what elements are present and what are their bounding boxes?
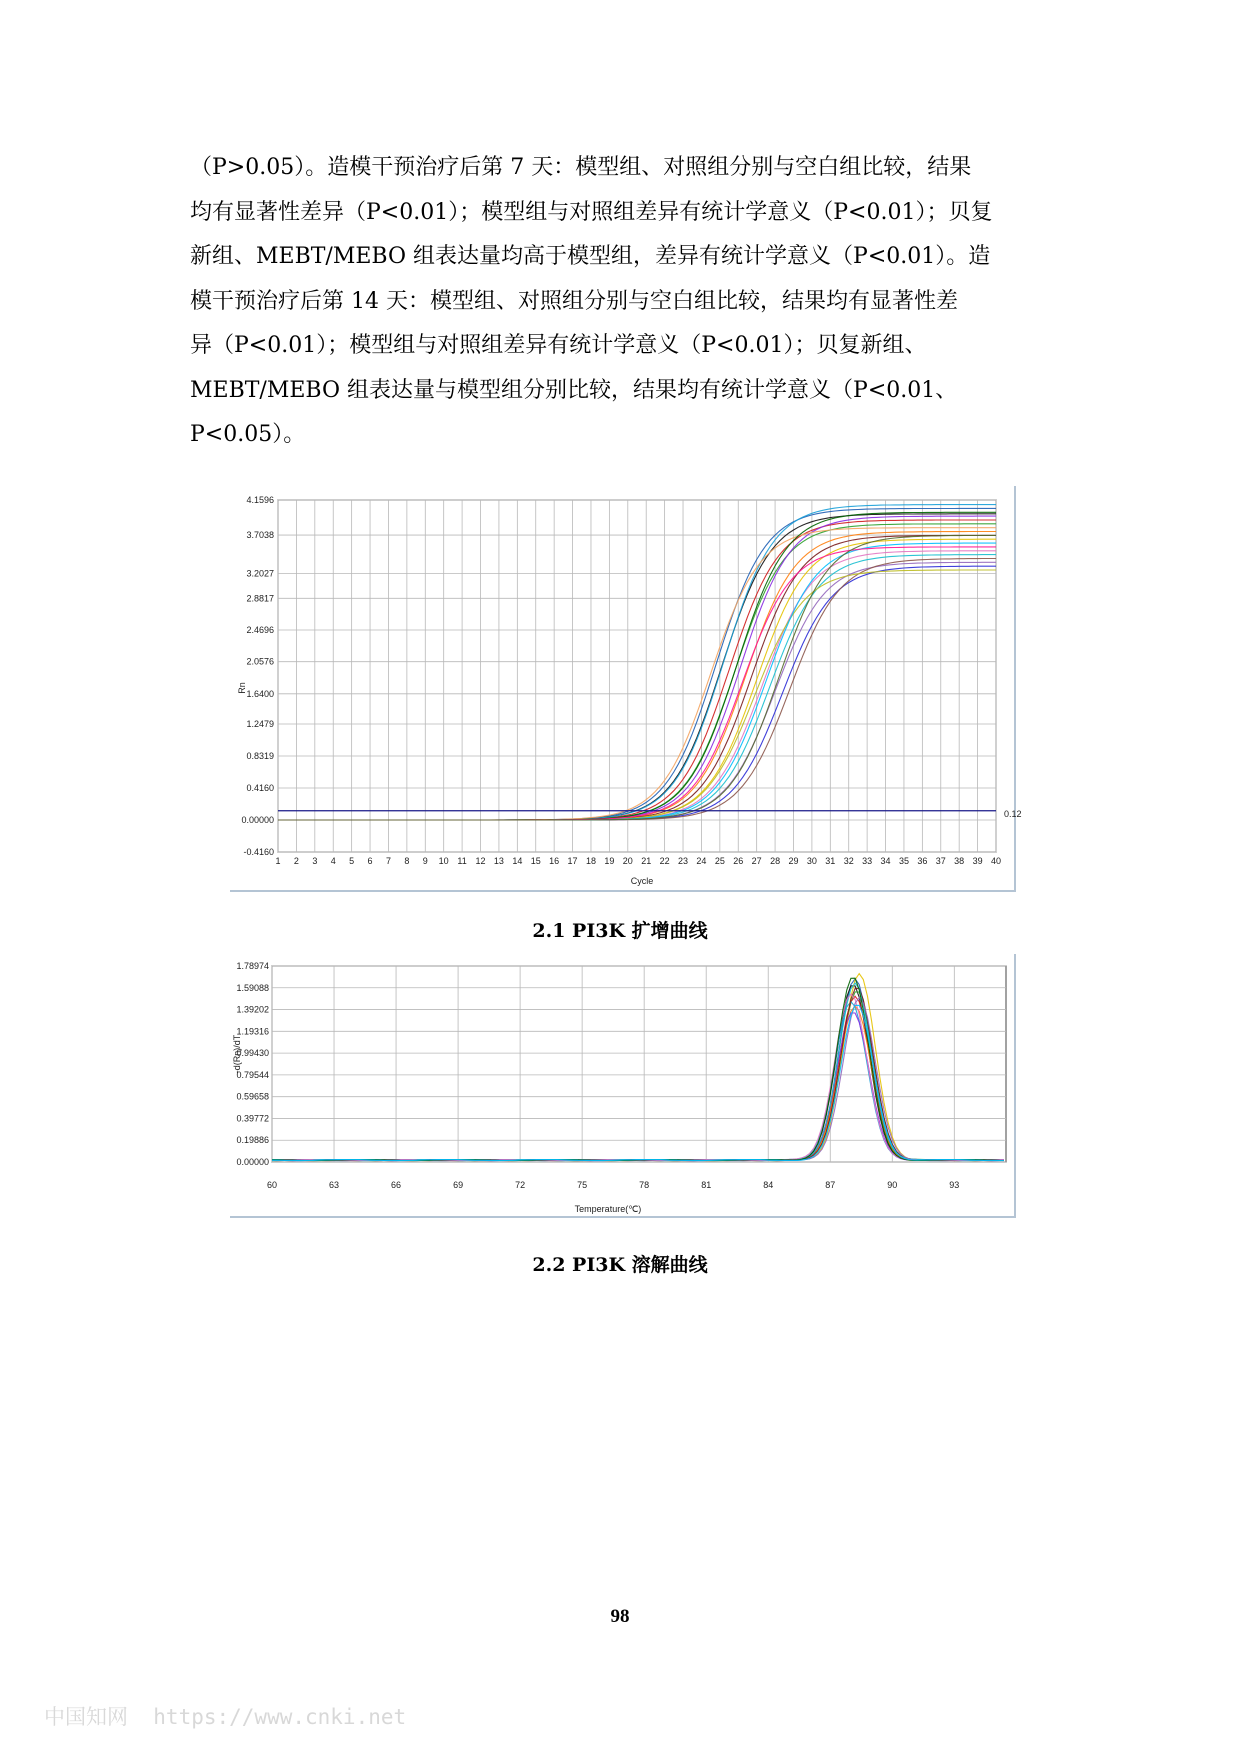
x-tick-label: 31 — [825, 856, 836, 866]
y-tick-label: 2.8817 — [246, 593, 274, 604]
y-tick-label: 0.00000 — [236, 1157, 269, 1167]
x-tick-label: 25 — [714, 856, 725, 866]
y-tick-label: 0.99430 — [236, 1048, 269, 1059]
y-tick-label: 0.00000 — [241, 814, 274, 825]
body-paragraph — [190, 146, 1056, 458]
paragraph-line: P<0.05）。 — [190, 422, 306, 447]
x-tick-label: 8 — [404, 856, 410, 866]
x-tick-label: 66 — [391, 1180, 402, 1190]
y-tick-label: 0.4160 — [246, 782, 274, 793]
x-tick-label: 24 — [696, 856, 707, 866]
y-tick-label: 0.79544 — [236, 1069, 269, 1080]
x-tick-label: 39 — [972, 856, 983, 866]
paragraph-line: 新组、MEBT/MEBO 组表达量均高于模型组，差异有统计学意义（P<0.01）。造 — [190, 244, 991, 269]
melt-x-label: Temperature(℃) — [574, 1204, 642, 1214]
y-tick-label: 0.19886 — [236, 1135, 269, 1146]
x-tick-label: 84 — [763, 1180, 774, 1190]
threshold-label: 0.12 — [1004, 809, 1022, 819]
y-tick-label: 1.2479 — [246, 718, 274, 729]
y-tick-label: 3.2027 — [246, 568, 274, 579]
x-tick-label: 60 — [266, 1180, 278, 1190]
x-tick-label: 14 — [512, 856, 523, 866]
x-tick-label: 22 — [659, 856, 670, 866]
x-tick-label: 30 — [806, 856, 817, 866]
y-tick-label: 1.39202 — [236, 1004, 269, 1015]
x-tick-label: 11 — [457, 856, 467, 866]
x-tick-label: 81 — [701, 1180, 712, 1190]
x-tick-label: 4 — [330, 856, 336, 866]
paragraph-line: 异（P<0.01）；模型组与对照组差异有统计学意义（P<0.01）；贝复新组、 — [190, 333, 927, 358]
x-tick-label: 21 — [641, 856, 652, 866]
y-tick-label: -0.4160 — [243, 847, 274, 857]
y-tick-label: 1.6400 — [246, 688, 274, 699]
watermark: 中国知网 https://www.cnki.net — [44, 1705, 407, 1729]
x-tick-label: 19 — [604, 856, 615, 866]
x-tick-label: 3 — [312, 856, 318, 866]
x-tick-label: 29 — [788, 856, 799, 866]
x-tick-label: 20 — [622, 856, 633, 866]
x-tick-label: 26 — [733, 856, 744, 866]
melt-curve-chart — [230, 954, 1016, 1218]
figure-caption-amplification: 2.1 PI3K 扩增曲线 — [532, 920, 708, 942]
paragraph-line: 模干预治疗后第 14 天：模型组、对照组分别与空白组比较，结果均有显著性差 — [190, 288, 958, 314]
y-tick-label: 1.59088 — [236, 982, 269, 993]
melt-curve-chart-svg — [230, 954, 1014, 1216]
x-tick-label: 13 — [493, 856, 504, 866]
amplification-chart — [230, 486, 1022, 892]
amplification-y-label: Rn — [237, 682, 247, 694]
x-tick-label: 18 — [585, 856, 596, 866]
x-tick-label: 72 — [515, 1180, 526, 1190]
x-tick-label: 78 — [639, 1180, 650, 1190]
y-tick-label: 1.78974 — [236, 961, 269, 971]
x-tick-label: 40 — [990, 856, 1002, 866]
x-tick-label: 32 — [843, 856, 854, 866]
amplification-chart-svg — [230, 486, 1022, 890]
y-tick-label: 2.0576 — [246, 656, 274, 667]
x-tick-label: 5 — [349, 856, 355, 866]
y-tick-label: 1.19316 — [236, 1026, 269, 1037]
x-tick-label: 69 — [453, 1180, 464, 1190]
x-tick-label: 35 — [898, 856, 909, 866]
x-tick-label: 1 — [275, 856, 281, 866]
x-tick-label: 27 — [751, 856, 762, 866]
x-tick-label: 34 — [880, 856, 891, 866]
page-number: 98 — [610, 1606, 630, 1627]
x-tick-label: 12 — [475, 856, 486, 866]
y-tick-label: 3.7038 — [246, 530, 274, 541]
figure-caption-melt: 2.2 PI3K 溶解曲线 — [532, 1254, 708, 1276]
paragraph-line: MEBT/MEBO 组表达量与模型组分别比较，结果均有统计学意义（P<0.01、 — [190, 377, 958, 403]
paragraph-line: （P>0.05）。造模干预治疗后第 7 天：模型组、对照组分别与空白组比较，结果 — [190, 155, 972, 180]
x-tick-label: 7 — [385, 856, 391, 866]
x-tick-label: 15 — [530, 856, 541, 866]
paragraph-line: 均有显著性差异（P<0.01）；模型组与对照组差异有统计学意义（P<0.01）；贝复 — [190, 199, 993, 225]
x-tick-label: 6 — [367, 856, 373, 866]
x-tick-label: 75 — [577, 1180, 588, 1190]
y-tick-label: 4.1596 — [246, 495, 274, 505]
x-tick-label: 28 — [770, 856, 781, 866]
x-tick-label: 90 — [887, 1180, 898, 1190]
y-tick-label: 0.39772 — [236, 1113, 269, 1124]
x-tick-label: 16 — [549, 856, 560, 866]
amplification-x-label: Cycle — [630, 876, 654, 886]
x-tick-label: 87 — [825, 1180, 836, 1190]
x-tick-label: 2 — [293, 856, 299, 866]
x-tick-label: 33 — [862, 856, 873, 866]
x-tick-label: 23 — [678, 856, 689, 866]
x-tick-label: 93 — [949, 1180, 960, 1190]
x-tick-label: 37 — [935, 856, 946, 866]
x-tick-label: 38 — [954, 856, 965, 866]
x-tick-label: 36 — [917, 856, 928, 866]
x-tick-label: 17 — [567, 856, 578, 866]
y-tick-label: 0.8319 — [246, 750, 274, 761]
x-tick-label: 9 — [422, 856, 428, 866]
x-tick-label: 10 — [438, 856, 449, 866]
y-tick-label: 0.59658 — [236, 1091, 269, 1102]
y-tick-label: 2.4696 — [246, 625, 274, 636]
x-tick-label: 63 — [329, 1180, 340, 1190]
plot-area — [272, 966, 1006, 1162]
melt-y-label: -d(Rn)/dT — [232, 1034, 242, 1074]
